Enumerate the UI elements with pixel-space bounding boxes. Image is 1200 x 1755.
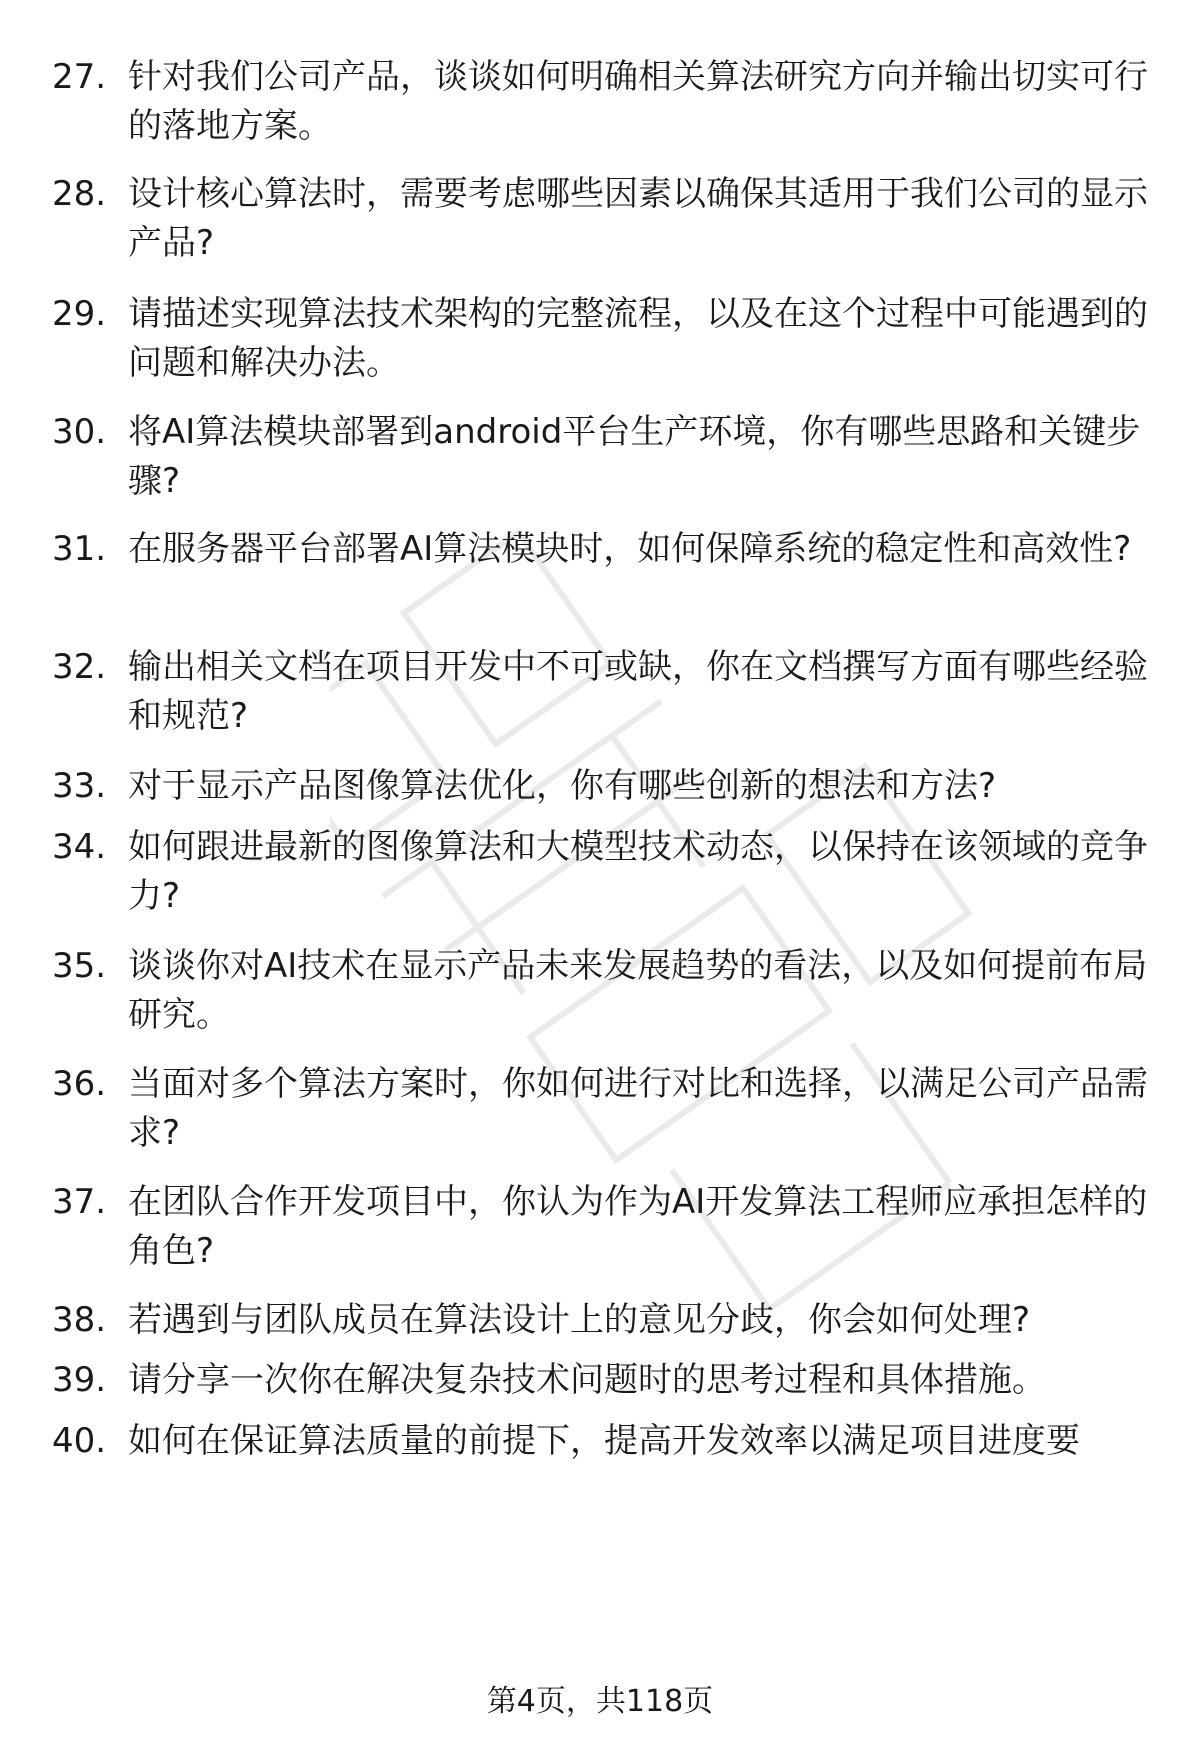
item-text: 请分享一次你在解决复杂技术问题时的思考过程和具体措施。: [128, 1360, 1046, 1400]
item-text: 如何在保证算法质量的前提下，提高开发效率以满足项目进度要: [128, 1421, 1080, 1461]
item-number: 33.: [52, 766, 107, 806]
item-text: 请描述实现算法技术架构的完整流程，以及在这个过程中可能遇到的问题和解决办法。: [128, 294, 1148, 383]
item-text: 谈谈你对AI技术在显示产品未来发展趋势的看法，以及如何提前布局研究。: [128, 946, 1148, 1035]
item-number: 29.: [52, 294, 107, 334]
item-number: 27.: [52, 57, 107, 97]
item-number: 38.: [52, 1300, 107, 1340]
item-number: 36.: [52, 1064, 107, 1104]
item-number: 31.: [52, 529, 107, 569]
item-text: 若遇到与团队成员在算法设计上的意见分歧，你会如何处理?: [128, 1300, 1031, 1340]
item-number: 34.: [52, 827, 107, 867]
item-text: 如何跟进最新的图像算法和大模型技术动态，以保持在该领域的竞争力?: [128, 827, 1148, 916]
item-number: 30.: [52, 412, 107, 452]
item-text: 输出相关文档在项目开发中不可或缺，你在文档撰写方面有哪些经验和规范?: [128, 647, 1148, 736]
item-number: 32.: [52, 647, 107, 687]
item-number: 37.: [52, 1182, 107, 1222]
page-footer: 第4页，共118页: [486, 1684, 714, 1719]
item-number: 40.: [52, 1421, 107, 1461]
item-text: 针对我们公司产品，谈谈如何明确相关算法研究方向并输出切实可行的落地方案。: [128, 57, 1148, 146]
item-number: 28.: [52, 174, 107, 214]
item-text: 当面对多个算法方案时，你如何进行对比和选择，以满足公司产品需求?: [128, 1064, 1148, 1153]
item-number: 39.: [52, 1360, 107, 1400]
item-text: 将AI算法模块部署到android平台生产环境，你有哪些思路和关键步骤?: [128, 412, 1141, 501]
item-text: 对于显示产品图像算法优化，你有哪些创新的想法和方法?: [128, 766, 997, 806]
item-text: 在团队合作开发项目中，你认为作为AI开发算法工程师应承担怎样的角色?: [128, 1182, 1148, 1271]
item-text: 设计核心算法时，需要考虑哪些因素以确保其适用于我们公司的显示产品?: [128, 174, 1148, 263]
item-text: 在服务器平台部署AI算法模块时，如何保障系统的稳定性和高效性?: [128, 529, 1132, 569]
item-number: 35.: [52, 946, 107, 986]
